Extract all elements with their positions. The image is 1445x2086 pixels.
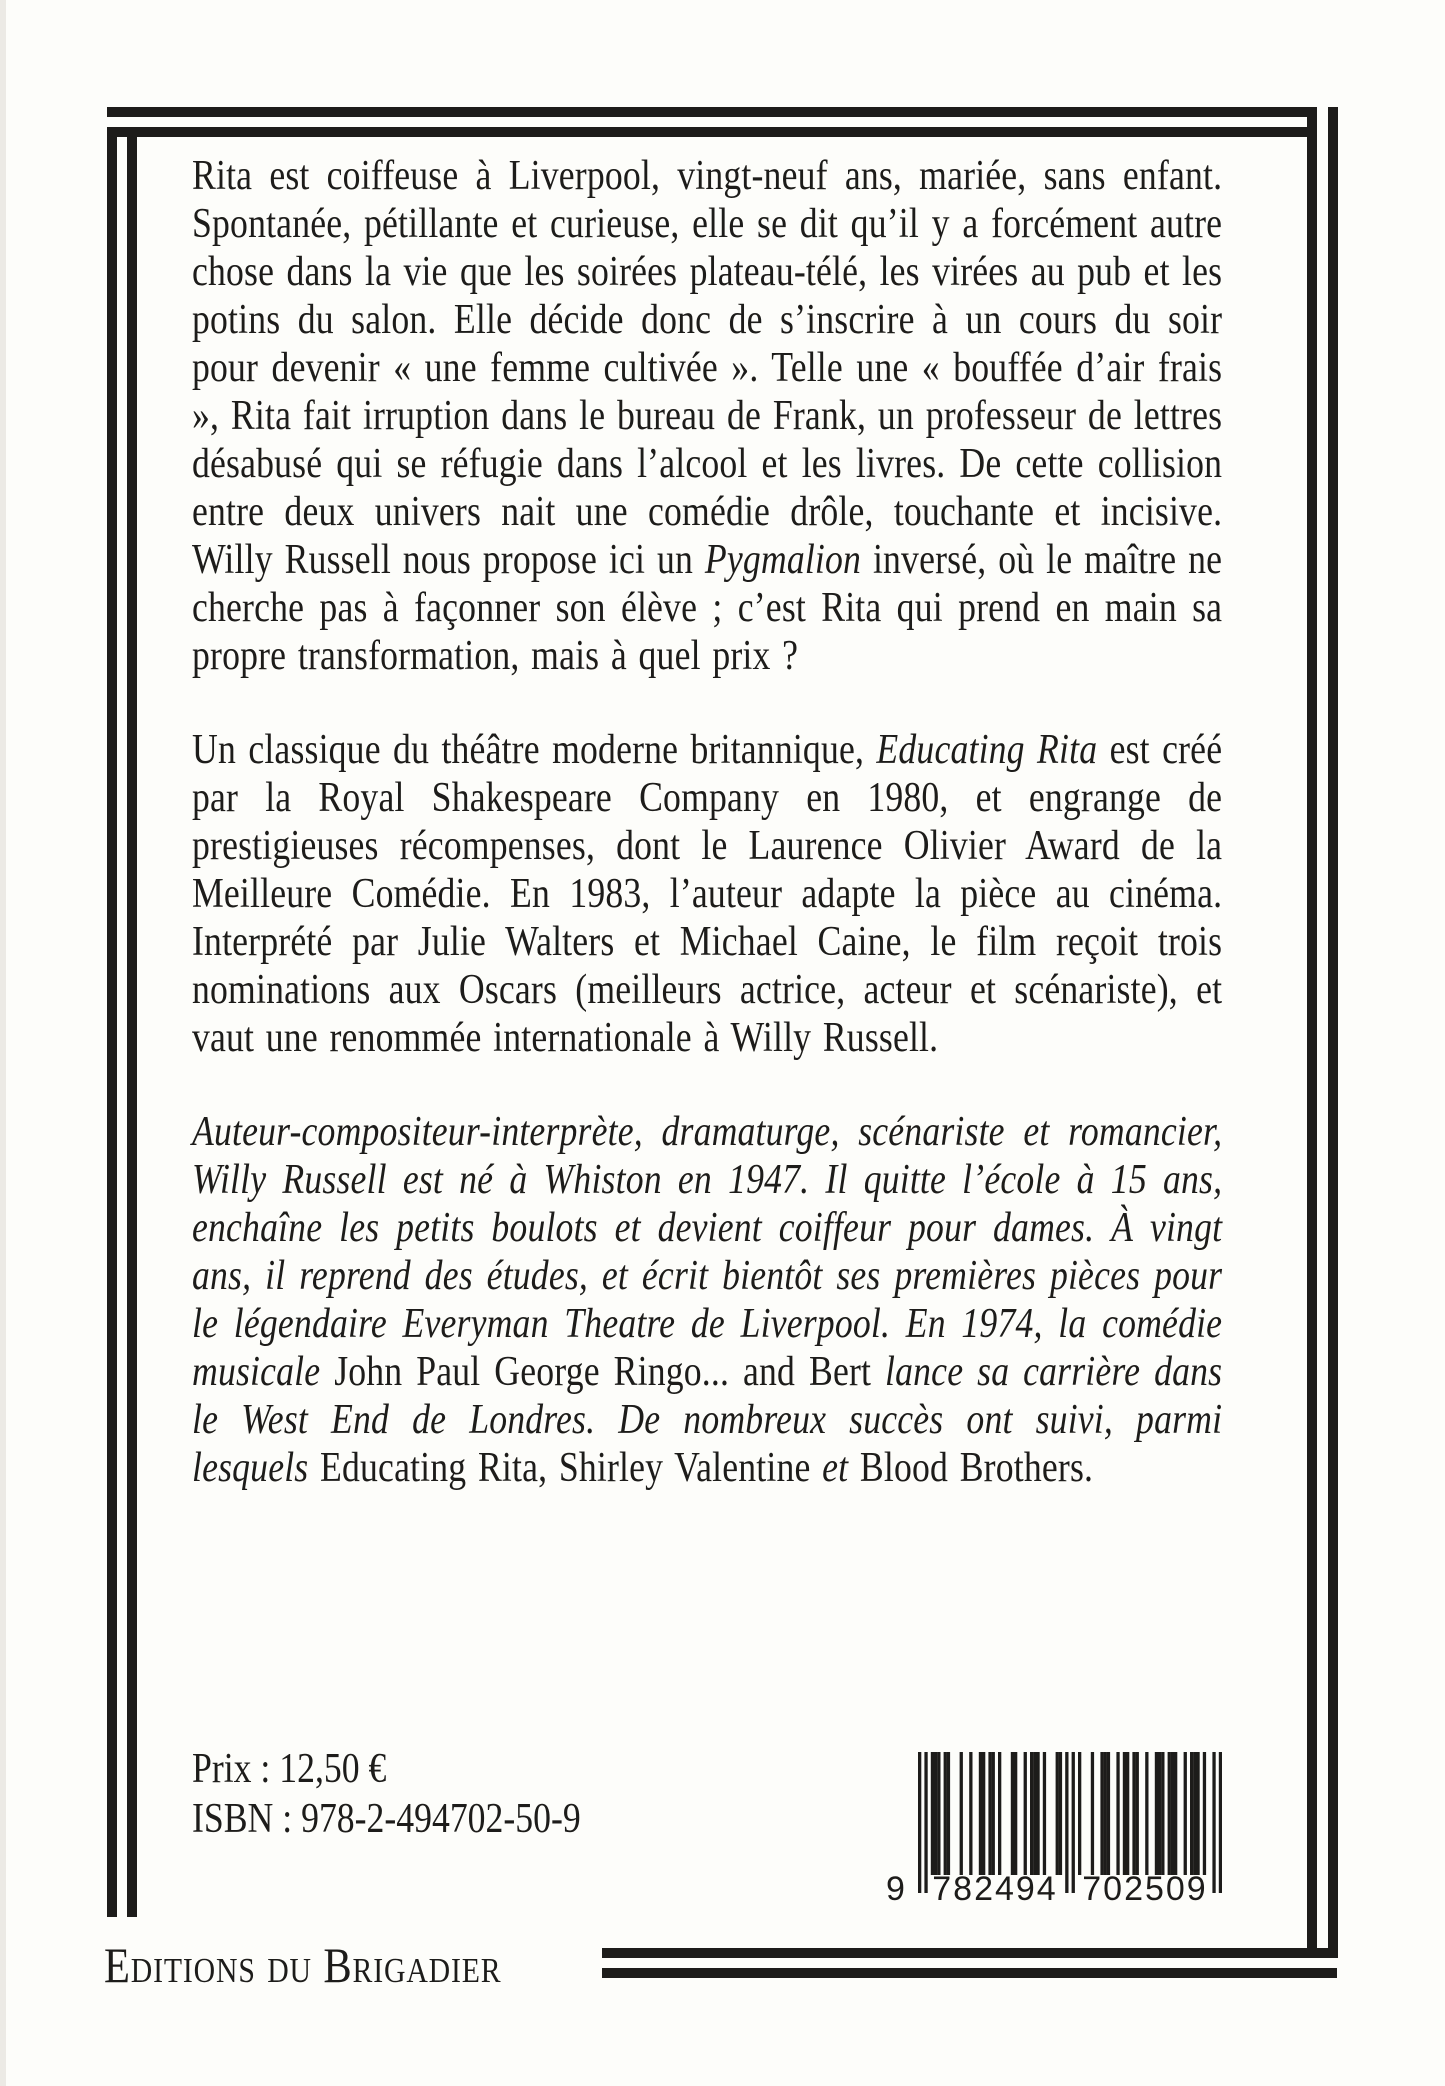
barcode-bar — [947, 1752, 950, 1875]
barcode-bar — [1065, 1752, 1068, 1893]
barcode-bar — [1030, 1752, 1033, 1875]
barcode-bar — [918, 1752, 921, 1893]
barcode-bar — [988, 1752, 991, 1875]
barcode-bar — [1078, 1752, 1081, 1875]
barcode-bar — [1190, 1752, 1193, 1875]
production-history-paragraph — [192, 726, 1222, 1062]
paragraph-segment: inversé, où le maître ne cherche pas à façonner son élève ; c’est Rita qui prend en main sa propre transformation, mais à quel prix ? — [192, 537, 1223, 679]
barcode-bar — [1107, 1752, 1110, 1875]
footer-rule-bottom — [602, 1968, 1337, 1978]
paragraph-segment: et — [810, 1445, 860, 1491]
barcode-bar — [1104, 1752, 1107, 1875]
scan-edge-shadow — [0, 0, 6, 2086]
isbn-label: ISBN : 978-2-494702-50-9 — [192, 1796, 581, 1842]
barcode-bar — [1196, 1752, 1199, 1875]
frame-rule-left-inner — [127, 137, 137, 1917]
synopsis-paragraph — [192, 152, 1222, 680]
barcode-bar — [1161, 1752, 1164, 1875]
barcode-bar — [937, 1752, 940, 1875]
barcode-bar — [1193, 1752, 1196, 1875]
back-cover-text — [192, 152, 1222, 1538]
barcode-bar — [1155, 1752, 1158, 1875]
barcode-bar — [1184, 1752, 1187, 1875]
frame-rule-right-inner — [1307, 107, 1317, 1950]
barcode-digits-right: 702509 — [1082, 1870, 1208, 1908]
frame-rule-left-outer — [107, 127, 117, 1917]
barcode-bar — [1203, 1752, 1206, 1875]
frame-rule-top-inner — [107, 127, 1307, 137]
barcode-digits-left: 782494 — [932, 1870, 1058, 1908]
barcode-bar — [1014, 1752, 1017, 1875]
barcode-bar — [998, 1752, 1001, 1875]
author-bio-paragraph — [192, 1108, 1222, 1492]
barcode-bar — [1043, 1752, 1046, 1875]
barcode-digit-lead: 9 — [886, 1870, 905, 1908]
barcode-bar — [1059, 1752, 1062, 1875]
price-isbn-block — [192, 1744, 957, 1844]
barcode-bar — [1212, 1752, 1215, 1893]
barcode-bar — [1033, 1752, 1036, 1875]
barcode-bar — [934, 1752, 937, 1875]
paragraph-segment: Educating Rita, Shirley Valentine — [320, 1445, 811, 1491]
paragraph-segment: John Paul George Ringo... and Bert — [334, 1349, 872, 1395]
barcode-bar — [1126, 1752, 1129, 1875]
frame-rule-top-outer — [107, 107, 1317, 117]
paragraph-segment: Rita est coiffeuse à Liverpool, vingt-neuf ans, mariée, sans enfant. Spontanée, pétillante et curieuse, elle se dit qu’il y a forcément autre chose dans la vie que les soirées plateau-télé, les virées au pub et les potins du salon. Elle décide donc de s’inscrire à un cours du soir pour devenir « une femme cultivée ». Telle une « bouffée d’air frais », Rita fait irruption dans le bureau de Frank, un professeur de lettres désabusé qui se réfugie dans l’alcool et les livres. De cette collision entre deux univers nait une comédie drôle, touchante et incisive. Willy Russell nous propose ici un — [192, 153, 1223, 583]
barcode-bar — [1132, 1752, 1135, 1875]
barcode-bar — [992, 1752, 995, 1875]
paragraph-segment: Pygmalion — [704, 537, 862, 583]
paragraph-segment: Auteur-compositeur-interprète, dramaturge, scénariste et romancier, Willy Russell est né à Whiston en 1947. Il quitte l’école à 15 ans, enchaîne les petits boulots et devient coiffeur pour dames. À vingt ans, il reprend des études, et écrit bientôt ses premières pièces pour le légendaire Everyman Theatre de Liverpool. En 1974, la comédie musicale — [192, 1109, 1223, 1395]
barcode-bar — [979, 1752, 982, 1875]
barcode-bar — [1100, 1752, 1103, 1875]
paragraph-segment: est créé par la Royal Shakespeare Company en 1980, et engrange de prestigieuses récompenses, dont le Laurence Olivier Award de la Meilleure Comédie. En 1983, l’auteur adapte la pièce au cinéma. Interprété par Julie Walters et Michael Caine, le film reçoit trois nominations aux Oscars (meilleurs actrice, acteur et scénariste), et vaut une renommée internationale à Willy Russell. — [192, 727, 1223, 1061]
paragraph-segment: Blood Brothers. — [859, 1445, 1094, 1491]
barcode-bar — [1174, 1752, 1177, 1875]
barcode-bar — [1036, 1752, 1039, 1875]
barcode-bar — [982, 1752, 985, 1875]
barcode-bar — [1219, 1752, 1222, 1893]
barcode-bar — [1145, 1752, 1148, 1875]
barcode-bar — [1171, 1752, 1174, 1875]
barcode-bar — [1158, 1752, 1161, 1875]
barcode-bar — [1091, 1752, 1094, 1875]
barcode-bar — [969, 1752, 972, 1875]
paragraph-segment: Educating Rita — [876, 727, 1098, 773]
barcode-bar — [1072, 1752, 1075, 1893]
barcode-bar — [1136, 1752, 1139, 1875]
barcode-bar — [1024, 1752, 1027, 1875]
barcode-bar — [1123, 1752, 1126, 1875]
frame-rule-right-outer — [1328, 107, 1338, 1958]
paragraph-segment: Un classique du théâtre moderne britannique, — [192, 727, 877, 773]
ean13-barcode — [886, 1752, 1222, 1908]
barcode-bar — [1011, 1752, 1014, 1875]
barcode-bar — [924, 1752, 927, 1893]
paragraph-segment: lance sa carrière dans le West End de Londres. De nombreux succès ont suivi, parmi lesquels — [192, 1349, 1223, 1491]
barcode-bar — [944, 1752, 947, 1875]
barcode-bar — [1116, 1752, 1119, 1875]
barcode-bar — [960, 1752, 963, 1875]
barcode-bar — [1168, 1752, 1171, 1875]
footer-rule-top — [602, 1948, 1337, 1958]
barcode-bar — [1056, 1752, 1059, 1875]
price-label: Prix : 12,50 € — [192, 1746, 387, 1792]
barcode-bar — [931, 1752, 934, 1875]
publisher-imprint: Editions du Brigadier — [104, 1937, 502, 1993]
